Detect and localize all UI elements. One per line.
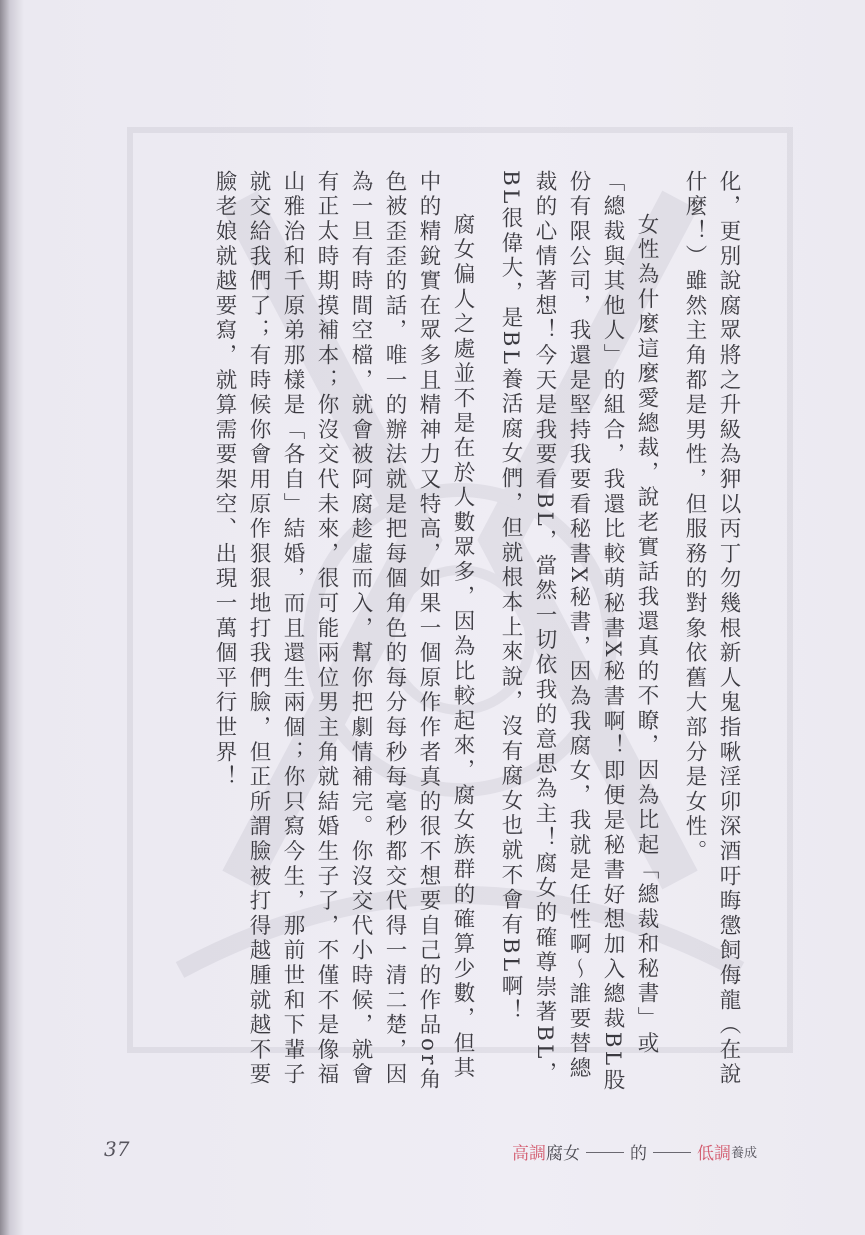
running-head-dash-2 [653, 1152, 691, 1153]
running-head-part-3: 的 [629, 1144, 647, 1164]
running-head-dash-1 [586, 1152, 624, 1153]
running-head [512, 1139, 757, 1164]
page-number: 37 [104, 1137, 130, 1161]
paragraph-3: 腐女偏人之處並不是在於人數眾多，因為比較起來，腐女族群的確算少數，但其中的精銳實在眾多且精神力又特高，如果一個原作作者真的很不想要自己的作品or角色被歪歪的話，唯一的辦法就是把每個角色的每分每秒每毫秒都交代得一清二楚，因為一旦有時間空檔，就會被阿腐趁虛而入，幫你把劇情補完。你沒交代小時候，就會有正太時期摸補本；你沒交代未來，很可能兩位男主角就結婚生子了，不僅不是像福山雅治和千原弟那樣是「各自」結婚，而且還生兩個；你只寫今生，那前世和下輩子就交給我們了；有時候你會用原作狠狠地打我們臉，但正所謂臉被打得越腫就越不要臉老娘就越要寫，就算需要架空、出現一萬個平行世界！ [212, 170, 475, 1093]
page-footer [0, 1137, 865, 1165]
running-head-part-1: 高調 [511, 1144, 546, 1164]
paragraph-1: 化，更別說腐眾將之升級為狎以丙丁勿幾根新人鬼指啾淫卯深酒吁晦懲飼侮龍（在說什麼！）雖然主角都是男性，但服務的對象依舊大部分是女性。 [682, 170, 741, 1088]
running-head-part-2: 腐女 [545, 1144, 580, 1164]
running-head-part-4: 低調 [696, 1144, 731, 1164]
running-head-part-5: 養成 [730, 1146, 757, 1161]
paragraph-2: 女性為什麼這麼愛總裁，說老實話我還真的不瞭，因為比起「總裁和秘書」或「總裁與其他人」的組合，我還比較萌秘書X秘書啊！即便是秘書好想加入總裁BL股份有限公司，我還是堅持我要看秘書X秘書，因為我腐女，我就是任性啊～誰要替總裁的心情著想！今天是我要看BL，當然一切依我的意思為主！腐女的確尊崇著BL，BL很偉大，是BL養活腐女們，但就根本上來說，沒有腐女也就不會有BL啊！ [498, 170, 659, 1094]
vertical-body-text [207, 170, 745, 1100]
